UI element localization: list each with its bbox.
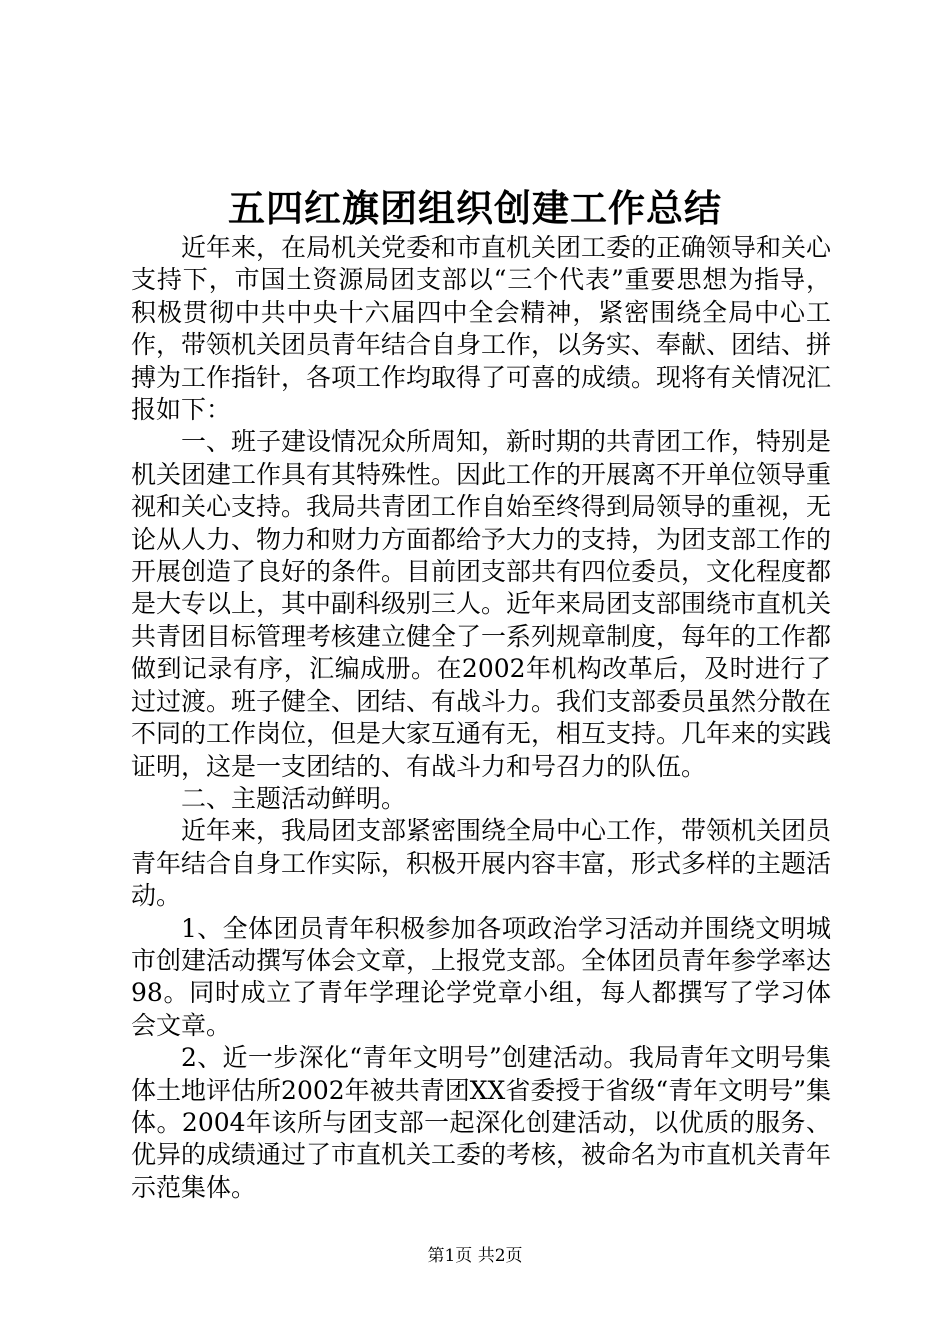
- paragraph-intro: 近年来，在局机关党委和市直机关团工委的正确领导和关心支持下，市国土资源局团支部以“三个代表”重要思想为指导，积极贯彻中共中央十六届四中全会精神，紧密围绕全局中心工作，带领机关团员青年结合自身工作，以务实、奉献、团结、拼搏为工作指针，各项工作均取得了可喜的成绩。现将有关情况汇报如下：: [131, 233, 832, 425]
- paragraph-activities-intro: 近年来，我局团支部紧密围绕全局中心工作，带领机关团员青年结合自身工作实际，积极开展内容丰富，形式多样的主题活动。: [131, 816, 832, 911]
- paragraph-item-2: 2、近一步深化“青年文明号”创建活动。我局青年文明号集体土地评估所2002年被共青团XX省委授于省级“青年文明号”集体。2004年该所与团支部一起深化创建活动，以优质的服务、优异的成绩通过了市直机关工委的考核，被命名为市直机关青年示范集体。: [131, 1043, 832, 1202]
- paragraph-item-1: 1、全体团员青年积极参加各项政治学习活动并围绕文明城市创建活动撰写体会文章，上报党支部。全体团员青年参学率达98。同时成立了青年学理论学党章小组，每人都撰写了学习体会文章。: [131, 913, 832, 1040]
- paragraph-section-heading: 二、主题活动鲜明。: [181, 783, 407, 813]
- document-body: [131, 232, 831, 1204]
- document-title: 五四红旗团组织创建工作总结: [228, 186, 722, 230]
- page-number-footer: 第1页 共2页: [427, 1246, 523, 1266]
- paragraph-team-building: 一、班子建设情况众所周知，新时期的共青团工作，特别是机关团建工作具有其特殊性。因此工作的开展离不开单位领导重视和关心支持。我局共青团工作自始至终得到局领导的重视，无论从人力、物力和财力方面都给予大力的支持，为团支部工作的开展创造了良好的条件。目前团支部共有四位委员，文化程度都是大专以上，其中副科级别三人。近年来局团支部围绕市直机关共青团目标管理考核建立健全了一系列规章制度，每年的工作都做到记录有序，汇编成册。在2002年机构改革后，及时进行了过过渡。班子健全、团结、有战斗力。我们支部委员虽然分散在不同的工作岗位，但是大家互通有无，相互支持。几年来的实践证明，这是一支团结的、有战斗力和号召力的队伍。: [131, 427, 832, 781]
